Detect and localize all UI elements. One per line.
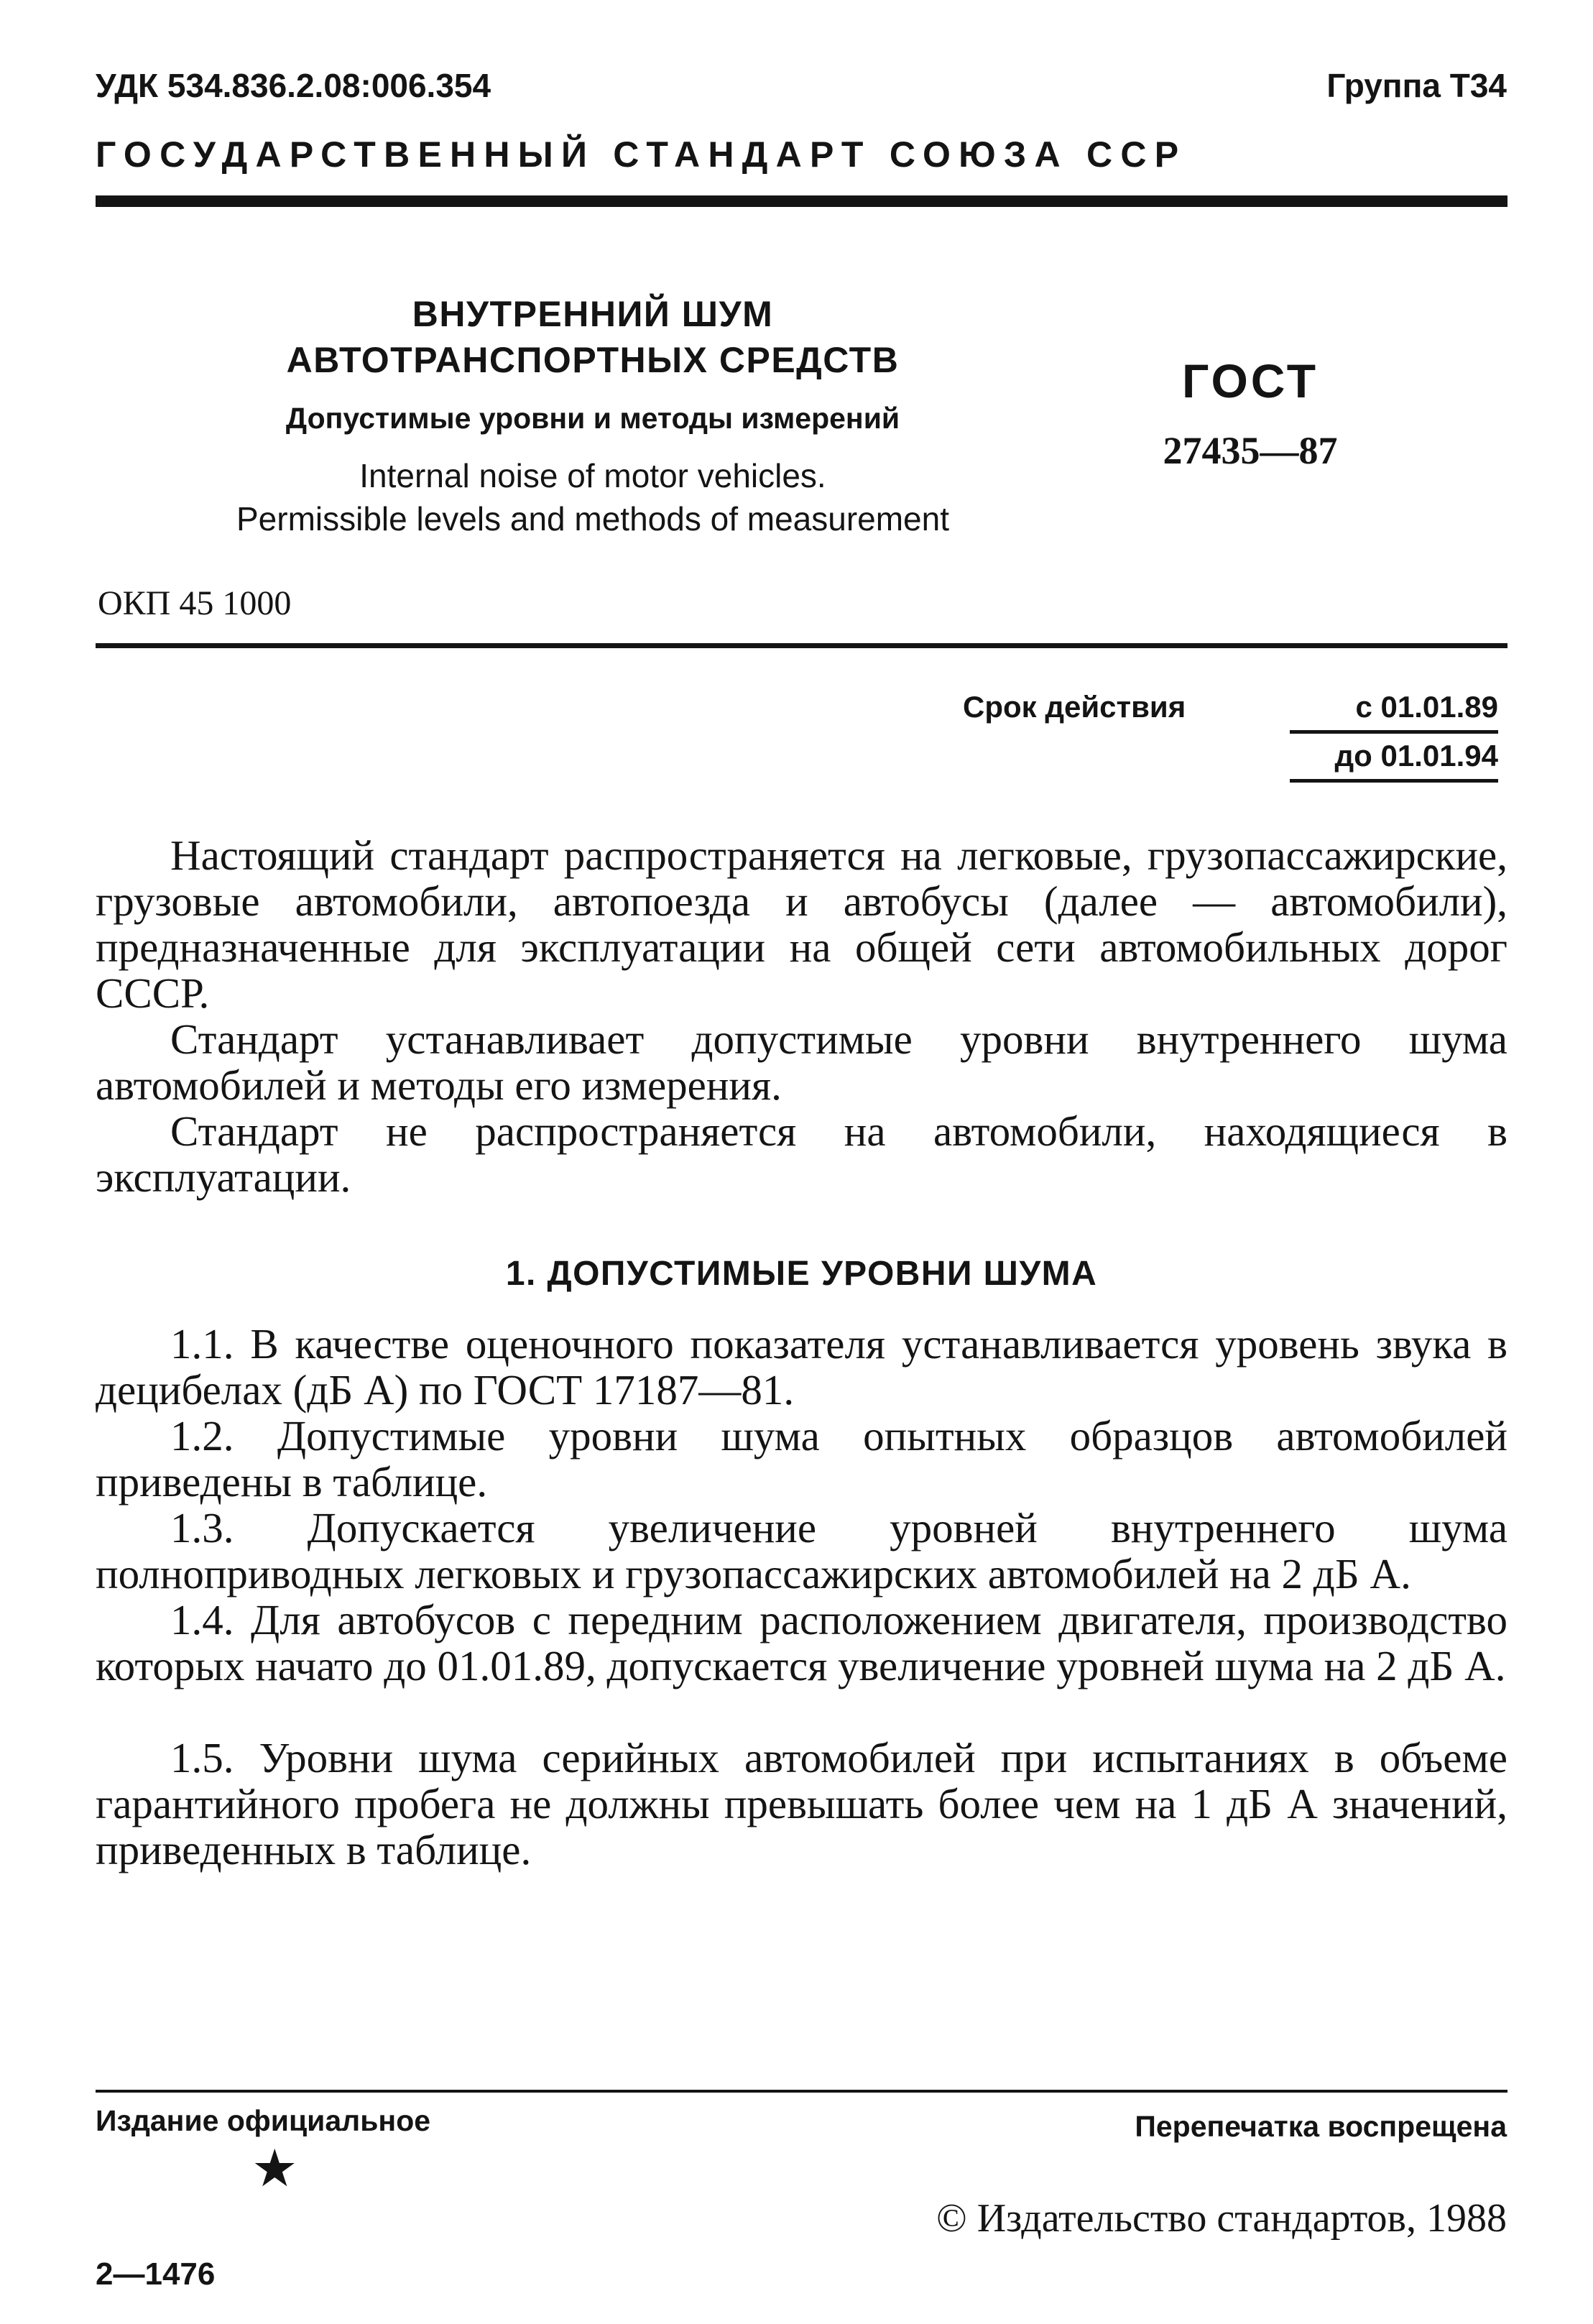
title-line-2: АВТОТРАНСПОРТНЫХ СРЕДСТВ xyxy=(286,340,900,380)
intro-paragraph: Настоящий стандарт распространяется на легковые, грузопассажирские, грузовые автомобили, автопоезда и автобусы (далее — автомобили), предназначенные для эксплуатации на общей сети автомобильных дорог СССР. xyxy=(96,831,1507,1017)
section-rule xyxy=(96,643,1507,648)
gost-designation xyxy=(1121,354,1380,473)
intro-paragraph: Стандарт не распространяется на автомобили, находящиеся в эксплуатации. xyxy=(96,1107,1507,1201)
title-block xyxy=(137,291,1049,540)
group-code: Группа Т34 xyxy=(1326,67,1507,104)
gost-label: ГОСТ xyxy=(1181,354,1319,407)
section-heading: 1. ДОПУСТИМЫЕ УРОВНИ ШУМА xyxy=(505,1255,1098,1293)
gost-number: 27435—87 xyxy=(1163,429,1338,472)
official-edition-label: Издание официальное xyxy=(96,2104,431,2137)
clause-1-1: 1.1. В качестве оценочного показателя устанавливается уровень звука в децибелах (дБ А) по ГОСТ 17187—81. xyxy=(96,1320,1507,1414)
udk-code: УДК 534.836.2.08:006.354 xyxy=(96,67,491,104)
validity-label: Срок действия xyxy=(963,690,1186,724)
clause-1-2: 1.2. Допустимые уровни шума опытных образцов автомобилей приведены в таблице. xyxy=(96,1412,1507,1505)
validity-from: с 01.01.89 xyxy=(1290,690,1498,734)
header-rule xyxy=(96,195,1507,207)
title-subtitle: Допустимые уровни и методы измерений xyxy=(285,402,900,435)
clause-1-4: 1.4. Для автобусов с передним расположением двигателя, производство которых начато до 01.01.89, допускается увеличение уровней шума на 2 дБ А. xyxy=(96,1596,1507,1689)
clause-1-5: 1.5. Уровни шума серийных автомобилей при испытаниях в объеме гарантийного пробега не должны превышать более чем на 1 дБ А значений, приведенных в таблице. xyxy=(96,1734,1507,1873)
validity-to: до 01.01.94 xyxy=(1290,739,1498,783)
copyright-notice: © Издательство стандартов, 1988 xyxy=(936,2196,1507,2241)
star-icon: ★ xyxy=(251,2140,298,2198)
footer-rule xyxy=(96,2090,1507,2093)
print-code: 2—1476 xyxy=(96,2256,216,2292)
clause-1-3: 1.3. Допускается увеличение уровней внутреннего шума полноприводных легковых и грузопассажирских автомобилей на 2 дБ А. xyxy=(96,1504,1507,1597)
reprint-prohibited-label: Перепечатка воспрещена xyxy=(1135,2110,1507,2143)
english-title-line-2: Permissible levels and methods of measurement xyxy=(236,500,949,538)
intro-paragraph: Стандарт устанавливает допустимые уровни внутреннего шума автомобилей и методы его измерения. xyxy=(96,1015,1507,1109)
english-title-line-1: Internal noise of motor vehicles. xyxy=(359,457,826,494)
okp-code: ОКП 45 1000 xyxy=(98,584,292,622)
title-line-1: ВНУТРЕННИЙ ШУМ xyxy=(412,294,774,334)
state-standard-heading: ГОСУДАРСТВЕННЫЙ СТАНДАРТ СОЮЗА ССР xyxy=(96,134,1187,175)
